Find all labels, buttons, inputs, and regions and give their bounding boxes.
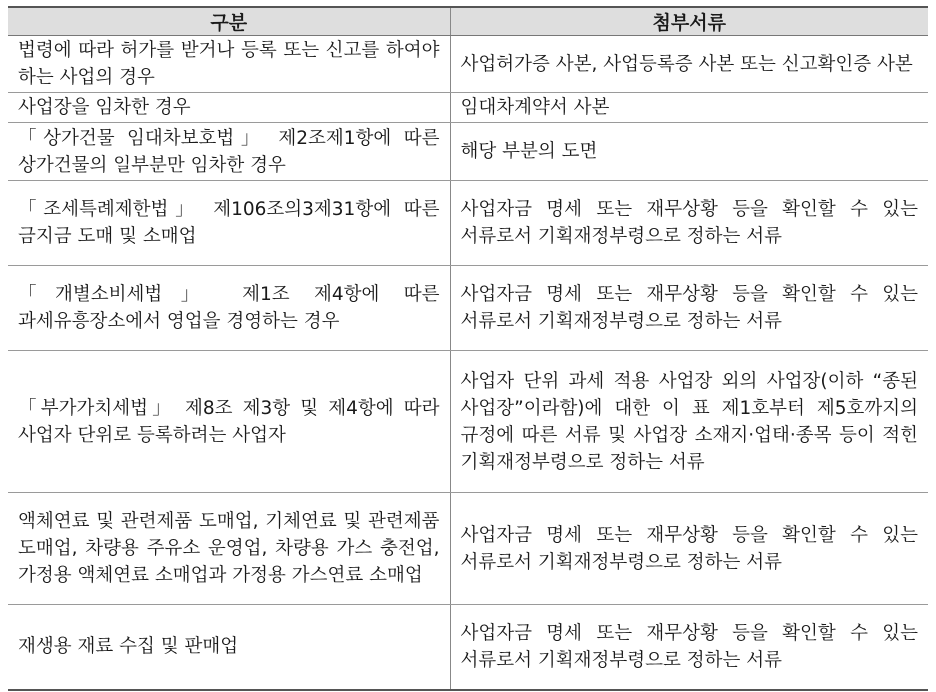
- category-text: 「상가건물 임대차보호법」 제2조제1항에 따른 상가건물의 일부분만 임차한 경우: [18, 127, 440, 176]
- table-row: [8, 266, 928, 351]
- documents-text: 사업자금 명세 또는 재무상황 등을 확인할 수 있는 서류로서 기획재정부령으로 정하는 서류: [460, 199, 918, 247]
- documents-cell: [450, 36, 928, 93]
- header-category: 구분: [8, 7, 450, 36]
- category-cell: [8, 605, 450, 690]
- table-row: [8, 36, 928, 93]
- category-text: 법령에 따라 허가를 받거나 등록 또는 신고를 하여야 하는 사업의 경우: [18, 40, 440, 88]
- documents-text: 임대차계약서 사본: [460, 97, 610, 118]
- documents-text: 해당 부분의 도면: [460, 141, 598, 162]
- category-cell: [8, 36, 450, 93]
- documents-cell: [450, 493, 928, 605]
- table-row: [8, 351, 928, 493]
- category-text: 「부가가치세법」 제8조 제3항 및 제4항에 따라 사업자 단위로 등록하려는 사업자: [18, 397, 440, 446]
- documents-text: 사업자 단위 과세 적용 사업장 외의 사업장(이하 “종된 사업장”이라함)에 대한 이 표 제1호부터 제5호까지의 규정에 따른 서류 및 사업장 소재지·업태·종목 등이 적힌 기획재정부령으로 정하는 서류: [460, 370, 918, 473]
- table-row: [8, 93, 928, 123]
- category-cell: [8, 493, 450, 605]
- category-text: 「조세특례제한법」 제106조의3제31항에 따른 금지금 도매 및 소매업: [18, 199, 440, 247]
- category-cell: [8, 266, 450, 351]
- category-text: 사업장을 임차한 경우: [18, 97, 191, 118]
- documents-cell: [450, 266, 928, 351]
- documents-cell: [450, 605, 928, 690]
- category-text: 액체연료 및 관련제품 도매업, 기체연료 및 관련제품 도매업, 차량용 주유소 운영업, 차량용 가스 충전업, 가정용 액체연료 소매업과 가정용 가스연료 소매업: [18, 511, 440, 586]
- category-text: 「개별소비세법」 제1조 제4항에 따른 과세유흥장소에서 영업을 경영하는 경우: [18, 284, 440, 332]
- header-documents: 첨부서류: [450, 7, 928, 36]
- documents-cell: [450, 93, 928, 123]
- category-cell: [8, 123, 450, 181]
- table-row: [8, 123, 928, 181]
- category-cell: [8, 93, 450, 123]
- table-row: [8, 605, 928, 690]
- documents-cell: [450, 351, 928, 493]
- documents-text: 사업자금 명세 또는 재무상황 등을 확인할 수 있는 서류로서 기획재정부령으로 정하는 서류: [460, 524, 918, 573]
- category-cell: [8, 181, 450, 266]
- table-row: [8, 181, 928, 266]
- table-row: [8, 493, 928, 605]
- attachment-documents-table: [8, 6, 928, 691]
- table-header-row: [8, 7, 928, 36]
- documents-text: 사업자금 명세 또는 재무상황 등을 확인할 수 있는 서류로서 기획재정부령으로 정하는 서류: [460, 622, 918, 671]
- documents-text: 사업허가증 사본, 사업등록증 사본 또는 신고확인증 사본: [460, 53, 913, 75]
- documents-text: 사업자금 명세 또는 재무상황 등을 확인할 수 있는 서류로서 기획재정부령으로 정하는 서류: [460, 284, 918, 332]
- documents-cell: [450, 123, 928, 181]
- category-cell: [8, 351, 450, 493]
- category-text: 재생용 재료 수집 및 판매업: [18, 636, 239, 658]
- documents-cell: [450, 181, 928, 266]
